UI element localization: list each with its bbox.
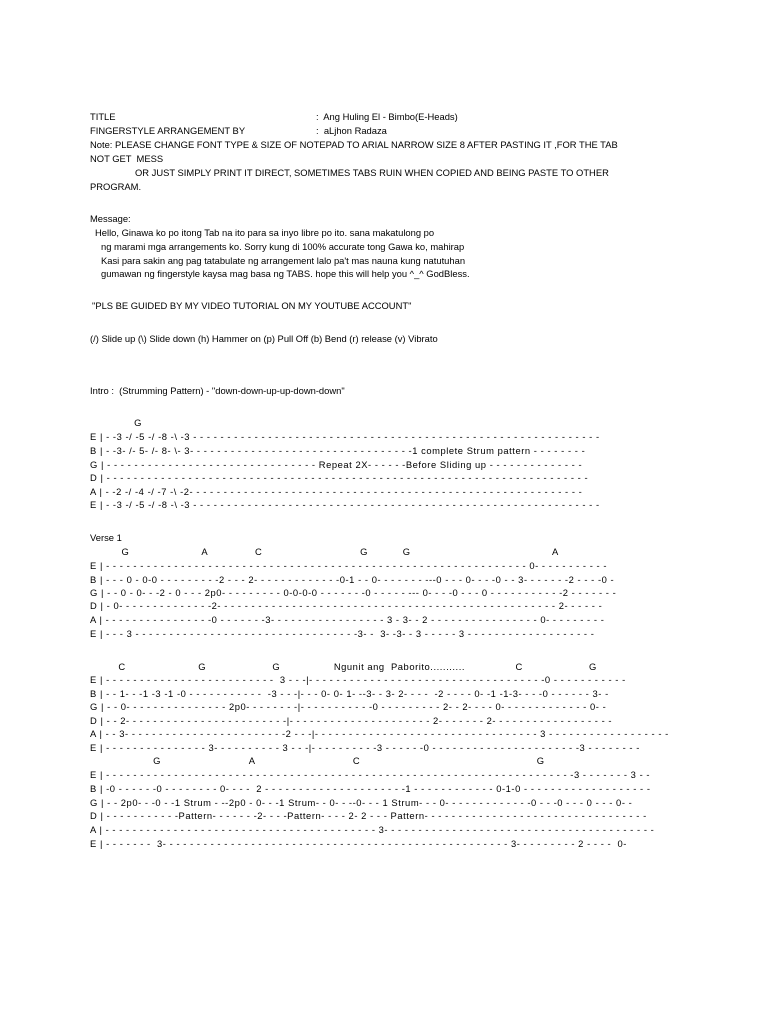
note-line-3: OR JUST SIMPLY PRINT IT DIRECT, SOMETIMES TABS RUIN WHEN COPIED AND BEING PASTE TO OTHER (135, 167, 609, 178)
title-label: TITLE (90, 111, 116, 122)
verse-chord-row: C G G Ngunit ang Paborito........... C G (90, 661, 597, 672)
message-line: ng marami mga arrangements ko. Sorry kung di 100% accurate tong Gawa ko, mahirap (101, 241, 465, 252)
note-line-2: NOT GET MESS (90, 153, 164, 164)
tab-string-row: E | - - - - - - - - - - - - - - - - - - - - - - - - - - - - - - - - - - - - - - - - - - - - - - - - - - - - - - - - - - - - - - 0- - - - - - - - - - - (90, 560, 608, 571)
note-line-1: Note: PLEASE CHANGE FONT TYPE & SIZE OF NOTEPAD TO ARIAL NARROW SIZE 8 AFTER PASTING IT ,FOR THE TAB (90, 139, 618, 150)
tab-string-row: E | - - - - - - - - - - - - - - - - - - - - - - - - - 3 - - -|- - - - - - - - - - - - - - - - - - - - - - - - - - - - - - - - - - -0 - - - - - - - - - - - (90, 674, 626, 685)
intro-heading: Intro : (Strumming Pattern) - "down-down-up-up-down-down" (90, 385, 345, 396)
tab-string-row: G | - - 0- - - - - - - - - - - - - - - 2p0- - - - - - - -|- - - - - - - - - - -0 - - - - - - - - - 2- - 2- - - - 0- - - - - - - - - - - - - 0- - (90, 701, 607, 712)
tab-string-row: A | - -2 -/ -4 -/ -7 -\ -2- - - - - - - - - - - - - - - - - - - - - - - - - - - - - - - - - - - - - - - - - - - - - - - - - - - - - - - - - - (90, 486, 583, 497)
verse-chord-row: G A C G (90, 755, 545, 766)
guide-text: "PLS BE GUIDED BY MY VIDEO TUTORIAL ON MY YOUTUBE ACCOUNT" (92, 300, 412, 311)
tab-string-row: G | - - 2p0- - -0 - -1 Strum - --2p0 - 0- - -1 Strum- - 0- - --0- - - 1 Strum- - - 0- - - - - - - - - - - - -0 - - -0 - - - 0 - - - 0- - (90, 797, 633, 808)
tab-string-row: D | - 0- - - - - - - - - - - - - -2- - - - - - - - - - - - - - - - - - - - - - - - - - - - - - - - - - - - - - - - - - - - - - - - - - 2- - - - - - (90, 600, 603, 611)
technique-legend: (/) Slide up (\) Slide down (h) Hammer on (p) Pull Off (b) Bend (r) release (v) Vibrato (90, 333, 438, 344)
tab-string-row: E | - - - - - - - 3- - - - - - - - - - - - - - - - - - - - - - - - - - - - - - - - - - - - - - - - - - - - - - - - - - - 3- - - - - - - - - 2 - - - - 0- (90, 838, 627, 849)
tab-string-row: B | - -3- /- 5- /- 8- \- 3- - - - - - - - - - - - - - - - - - - - - - - - - - - - - - - - -1 complete Strum pattern - - - - - - - - (90, 445, 586, 456)
tab-string-row: G | - - 0 - 0- - -2 - 0 - - - 2p0- - - - - - - - - 0-0-0-0 - - - - - - -0 - - - - - --- 0- - - -0 - - - 0 - - - - - - - - - - -2 - - - - - - - (90, 587, 617, 598)
message-line: Hello, Ginawa ko po itong Tab na ito para sa inyo libre po ito. sana makatulong po (95, 227, 435, 238)
message-heading: Message: (90, 213, 131, 224)
arranger-label: FINGERSTYLE ARRANGEMENT BY (90, 125, 246, 136)
arranger-value: : aLjhon Radaza (316, 125, 387, 136)
tab-string-row: D | - - 2- - - - - - - - - - - - - - - - - - - - - - - -|- - - - - - - - - - - - - - - - - - - - - 2- - - - - - - 2- - - - - - - - - - - - - - - - - - (90, 715, 613, 726)
tab-string-row: E | - - - 3 - - - - - - - - - - - - - - - - - - - - - - - - - - - - - - - - -3- - 3- -3- - 3 - - - - - 3 - - - - - - - - - - - - - - - - - - - (90, 628, 595, 639)
verse-heading: Verse 1 (90, 532, 122, 543)
tab-string-row: E | - -3 -/ -5 -/ -8 -\ -3 - - - - - - - - - - - - - - - - - - - - - - - - - - - - - - - - - - - - - - - - - - - - - - - - - - - - - - - - - - - - (90, 431, 600, 442)
title-value: : Ang Huling El - Bimbo(E-Heads) (316, 111, 458, 122)
tab-string-row: D | - - - - - - - - - - -Pattern- - - - - - -2- - - -Pattern- - - - 2- 2 - - - Pattern- - - - - - - - - - - - - - - - - - - - - - - - - - - - - - - - - (90, 810, 647, 821)
note-line-4: PROGRAM. (90, 181, 142, 192)
tab-string-row: A | - - - - - - - - - - - - - - - - - - - - - - - - - - - - - - - - - - - - - - - - 3- - - - - - - - - - - - - - - - - - - - - - - - - - - - - - - - - - - - - - - - (90, 824, 655, 835)
tab-string-row: E | - -3 -/ -5 -/ -8 -\ -3 - - - - - - - - - - - - - - - - - - - - - - - - - - - - - - - - - - - - - - - - - - - - - - - - - - - - - - - - - - - - (90, 499, 600, 510)
tab-string-row: E | - - - - - - - - - - - - - - - - - - - - - - - - - - - - - - - - - - - - - - - - - - - - - - - - - - - - - - - - - - - - - - - - - - - - -3 - - - - - - - 3 - - (90, 769, 651, 780)
verse-chord-row: G A C G G A (90, 546, 559, 557)
tab-string-row: E | - - - - - - - - - - - - - - - 3- - - - - - - - - - 3 - - -|- - - - - - - - - -3 - - - - - -0 - - - - - - - - - - - - - - - - - - - - - -3 - - - - - - - - (90, 742, 640, 753)
message-line: gumawan ng fingerstyle kaysa mag basa ng TABS. hope this will help you ^_^ GodBless. (101, 268, 470, 279)
tab-string-row: A | - - - - - - - - - - - - - - - -0 - - - - - - -3- - - - - - - - - - - - - - - - - 3 - 3- - 2 - - - - - - - - - - - - - - - - 0- - - - - - - - - (90, 614, 605, 625)
message-line: Kasi para sakin ang pag tatabulate ng arrangement lalo pa't mas nauna kung natutuhan (101, 255, 466, 266)
tab-string-row: B | -0 - - - - - -0 - - - - - - - - 0- - - - 2 - - - - - - - - - - - - - - - - - - - - -1 - - - - - - - - - - - - 0-1-0 - - - - - - - - - - - - - - - - - - - (90, 783, 651, 794)
tab-string-row: G | - - - - - - - - - - - - - - - - - - - - - - - - - - - - - - - Repeat 2X- - - - - -Before Sliding up - - - - - - - - - - - - - - (90, 459, 583, 470)
tab-string-row: B | - - - 0 - 0-0 - - - - - - - - -2 - - - 2- - - - - - - - - - - - -0-1 - - 0- - - - - - - ---0 - - - 0- - - -0 - - 3- - - - - - -2 - - - -0 - (90, 574, 615, 585)
intro-chord-row: G (90, 417, 143, 428)
tab-string-row: D | - - - - - - - - - - - - - - - - - - - - - - - - - - - - - - - - - - - - - - - - - - - - - - - - - - - - - - - - - - - - - - - - - - - - - - - (90, 472, 589, 483)
tab-string-row: A | - - 3- - - - - - - - - - - - - - - - - - - - - - - -2 - - -|- - - - - - - - - - - - - - - - - - - - - - - - - - - - - - - - - 3 - - - - - - - - - - - - - - - - - - (90, 728, 669, 739)
tab-string-row: B | - - 1- - -1 -3 -1 -0 - - - - - - - - - - - -3 - - -|- - - 0- 0- 1- --3- - 3- 2- - - - -2 - - - - 0- -1 -1-3- - - -0 - - - - - - 3- - (90, 688, 609, 699)
